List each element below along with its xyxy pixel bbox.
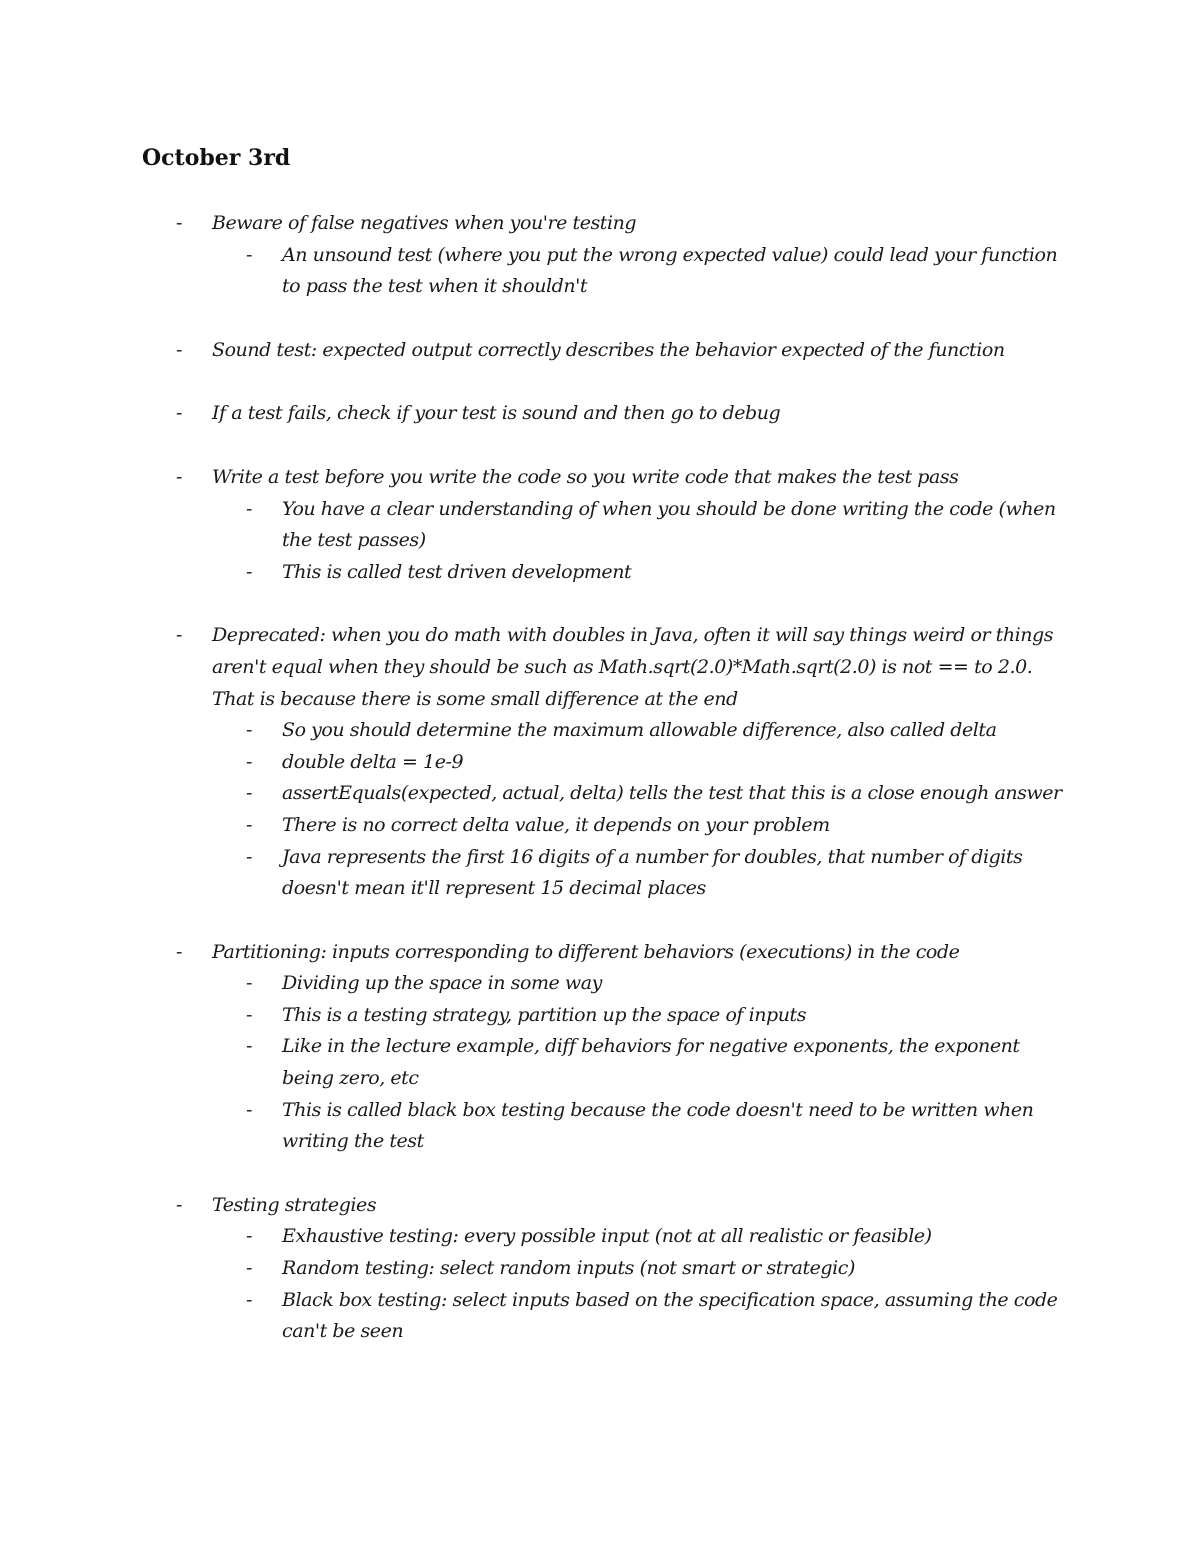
- sub-bullet-item: [212, 968, 1062, 1000]
- sub-bullet-list: [212, 1221, 1062, 1347]
- sub-bullet-dash: -: [246, 719, 253, 742]
- sub-bullet-item: [212, 810, 1062, 842]
- sub-bullet-text: Random testing: select random inputs (not smart or strategic): [282, 1257, 855, 1280]
- sub-bullet-dash: -: [246, 1288, 253, 1311]
- bullet-item: [0, 937, 1062, 1158]
- sub-bullet-item: [212, 240, 1062, 303]
- sub-bullet-item: [212, 747, 1062, 779]
- bullet-item: [0, 398, 1062, 430]
- bullet-text: Write a test before you write the code so you write code that makes the test pass: [212, 465, 959, 488]
- bullet-dash: -: [176, 212, 183, 234]
- sub-bullet-text: So you should determine the maximum allowable difference, also called delta: [282, 719, 997, 742]
- sub-bullet-item: [212, 1095, 1062, 1158]
- bullet-dash: -: [176, 1193, 183, 1216]
- sub-bullet-text: You have a clear understanding of when you should be done writing the code (when the test passes): [282, 497, 1056, 552]
- sub-bullet-item: [212, 1285, 1062, 1348]
- sub-bullet-text: An unsound test (where you put the wrong expected value) could lead your function to pass the test when it shouldn't: [282, 243, 1058, 298]
- bullet-item: [0, 1190, 1062, 1348]
- sub-bullet-dash: -: [246, 1257, 253, 1280]
- bullet-item: [0, 208, 1062, 303]
- sub-bullet-text: This is a testing strategy, partition up the space of inputs: [282, 1003, 807, 1026]
- sub-bullet-dash: -: [246, 750, 253, 773]
- bullet-text: Sound test: expected output correctly describes the behavior expected of the function: [212, 338, 1005, 361]
- notes-list: [0, 208, 1200, 1348]
- bullet-text: Partitioning: inputs corresponding to different behaviors (executions) in the code: [212, 940, 960, 963]
- sub-bullet-item: [212, 715, 1062, 747]
- sub-bullet-text: Dividing up the space in some way: [282, 972, 602, 995]
- bullet-item: [0, 620, 1062, 904]
- sub-bullet-dash: -: [246, 1098, 253, 1121]
- sub-bullet-list: [212, 968, 1062, 1158]
- sub-bullet-text: assertEquals(expected, actual, delta) tells the test that this is a close enough answer: [282, 782, 1062, 805]
- bullet-dash: -: [176, 402, 183, 425]
- bullet-dash: -: [176, 940, 183, 963]
- bullet-dash: -: [176, 624, 183, 647]
- sub-bullet-item: [212, 1031, 1062, 1094]
- sub-bullet-dash: -: [246, 813, 253, 836]
- sub-bullet-text: Like in the lecture example, diff behaviors for negative exponents, the exponent being zero, etc: [282, 1035, 1020, 1090]
- sub-bullet-list: [212, 715, 1062, 905]
- sub-bullet-dash: -: [246, 497, 253, 520]
- sub-bullet-item: [212, 842, 1062, 905]
- sub-bullet-text: Java represents the first 16 digits of a number for doubles, that number of digits doesn't mean it'll represent 15 decimal places: [282, 845, 1023, 900]
- sub-bullet-text: Exhaustive testing: every possible input (not at all realistic or feasible): [282, 1225, 932, 1248]
- bullet-item: [0, 462, 1062, 588]
- sub-bullet-item: [212, 557, 1062, 589]
- sub-bullet-dash: -: [246, 782, 253, 805]
- bullet-text: Deprecated: when you do math with doubles in Java, often it will say things weird or things aren't equal when they should be such as Math.sqrt(2.0)*Math.sqrt(2.0) is not == to 2.0. That is because there is some small difference at the end: [212, 624, 1054, 710]
- sub-bullet-text: This is called test driven development: [282, 560, 632, 583]
- bullet-dash: -: [176, 465, 183, 488]
- sub-bullet-dash: -: [246, 972, 253, 995]
- sub-bullet-item: [212, 494, 1062, 557]
- bullet-item: [0, 335, 1062, 367]
- sub-bullet-item: [212, 1221, 1062, 1253]
- sub-bullet-text: There is no correct delta value, it depends on your problem: [282, 813, 830, 836]
- bullet-text: If a test fails, check if your test is sound and then go to debug: [212, 402, 781, 425]
- sub-bullet-text: Black box testing: select inputs based on the specification space, assuming the code can't be seen: [282, 1288, 1058, 1343]
- bullet-dash: -: [176, 338, 183, 361]
- bullet-text: Testing strategies: [212, 1193, 377, 1216]
- sub-bullet-dash: -: [246, 1225, 253, 1248]
- sub-bullet-text: double delta = 1e-9: [282, 750, 464, 773]
- sub-bullet-list: [212, 240, 1062, 303]
- sub-bullet-dash: -: [246, 243, 253, 266]
- sub-bullet-item: [212, 1253, 1062, 1285]
- page-title: October 3rd: [142, 145, 291, 171]
- sub-bullet-dash: -: [246, 560, 253, 583]
- sub-bullet-dash: -: [246, 1003, 253, 1026]
- sub-bullet-text: This is called black box testing because the code doesn't need to be written when writing the test: [282, 1098, 1034, 1153]
- sub-bullet-dash: -: [246, 845, 253, 868]
- bullet-text: Beware of false negatives when you're testing: [212, 212, 637, 234]
- sub-bullet-list: [212, 494, 1062, 589]
- sub-bullet-item: [212, 1000, 1062, 1032]
- sub-bullet-dash: -: [246, 1035, 253, 1058]
- sub-bullet-item: [212, 778, 1062, 810]
